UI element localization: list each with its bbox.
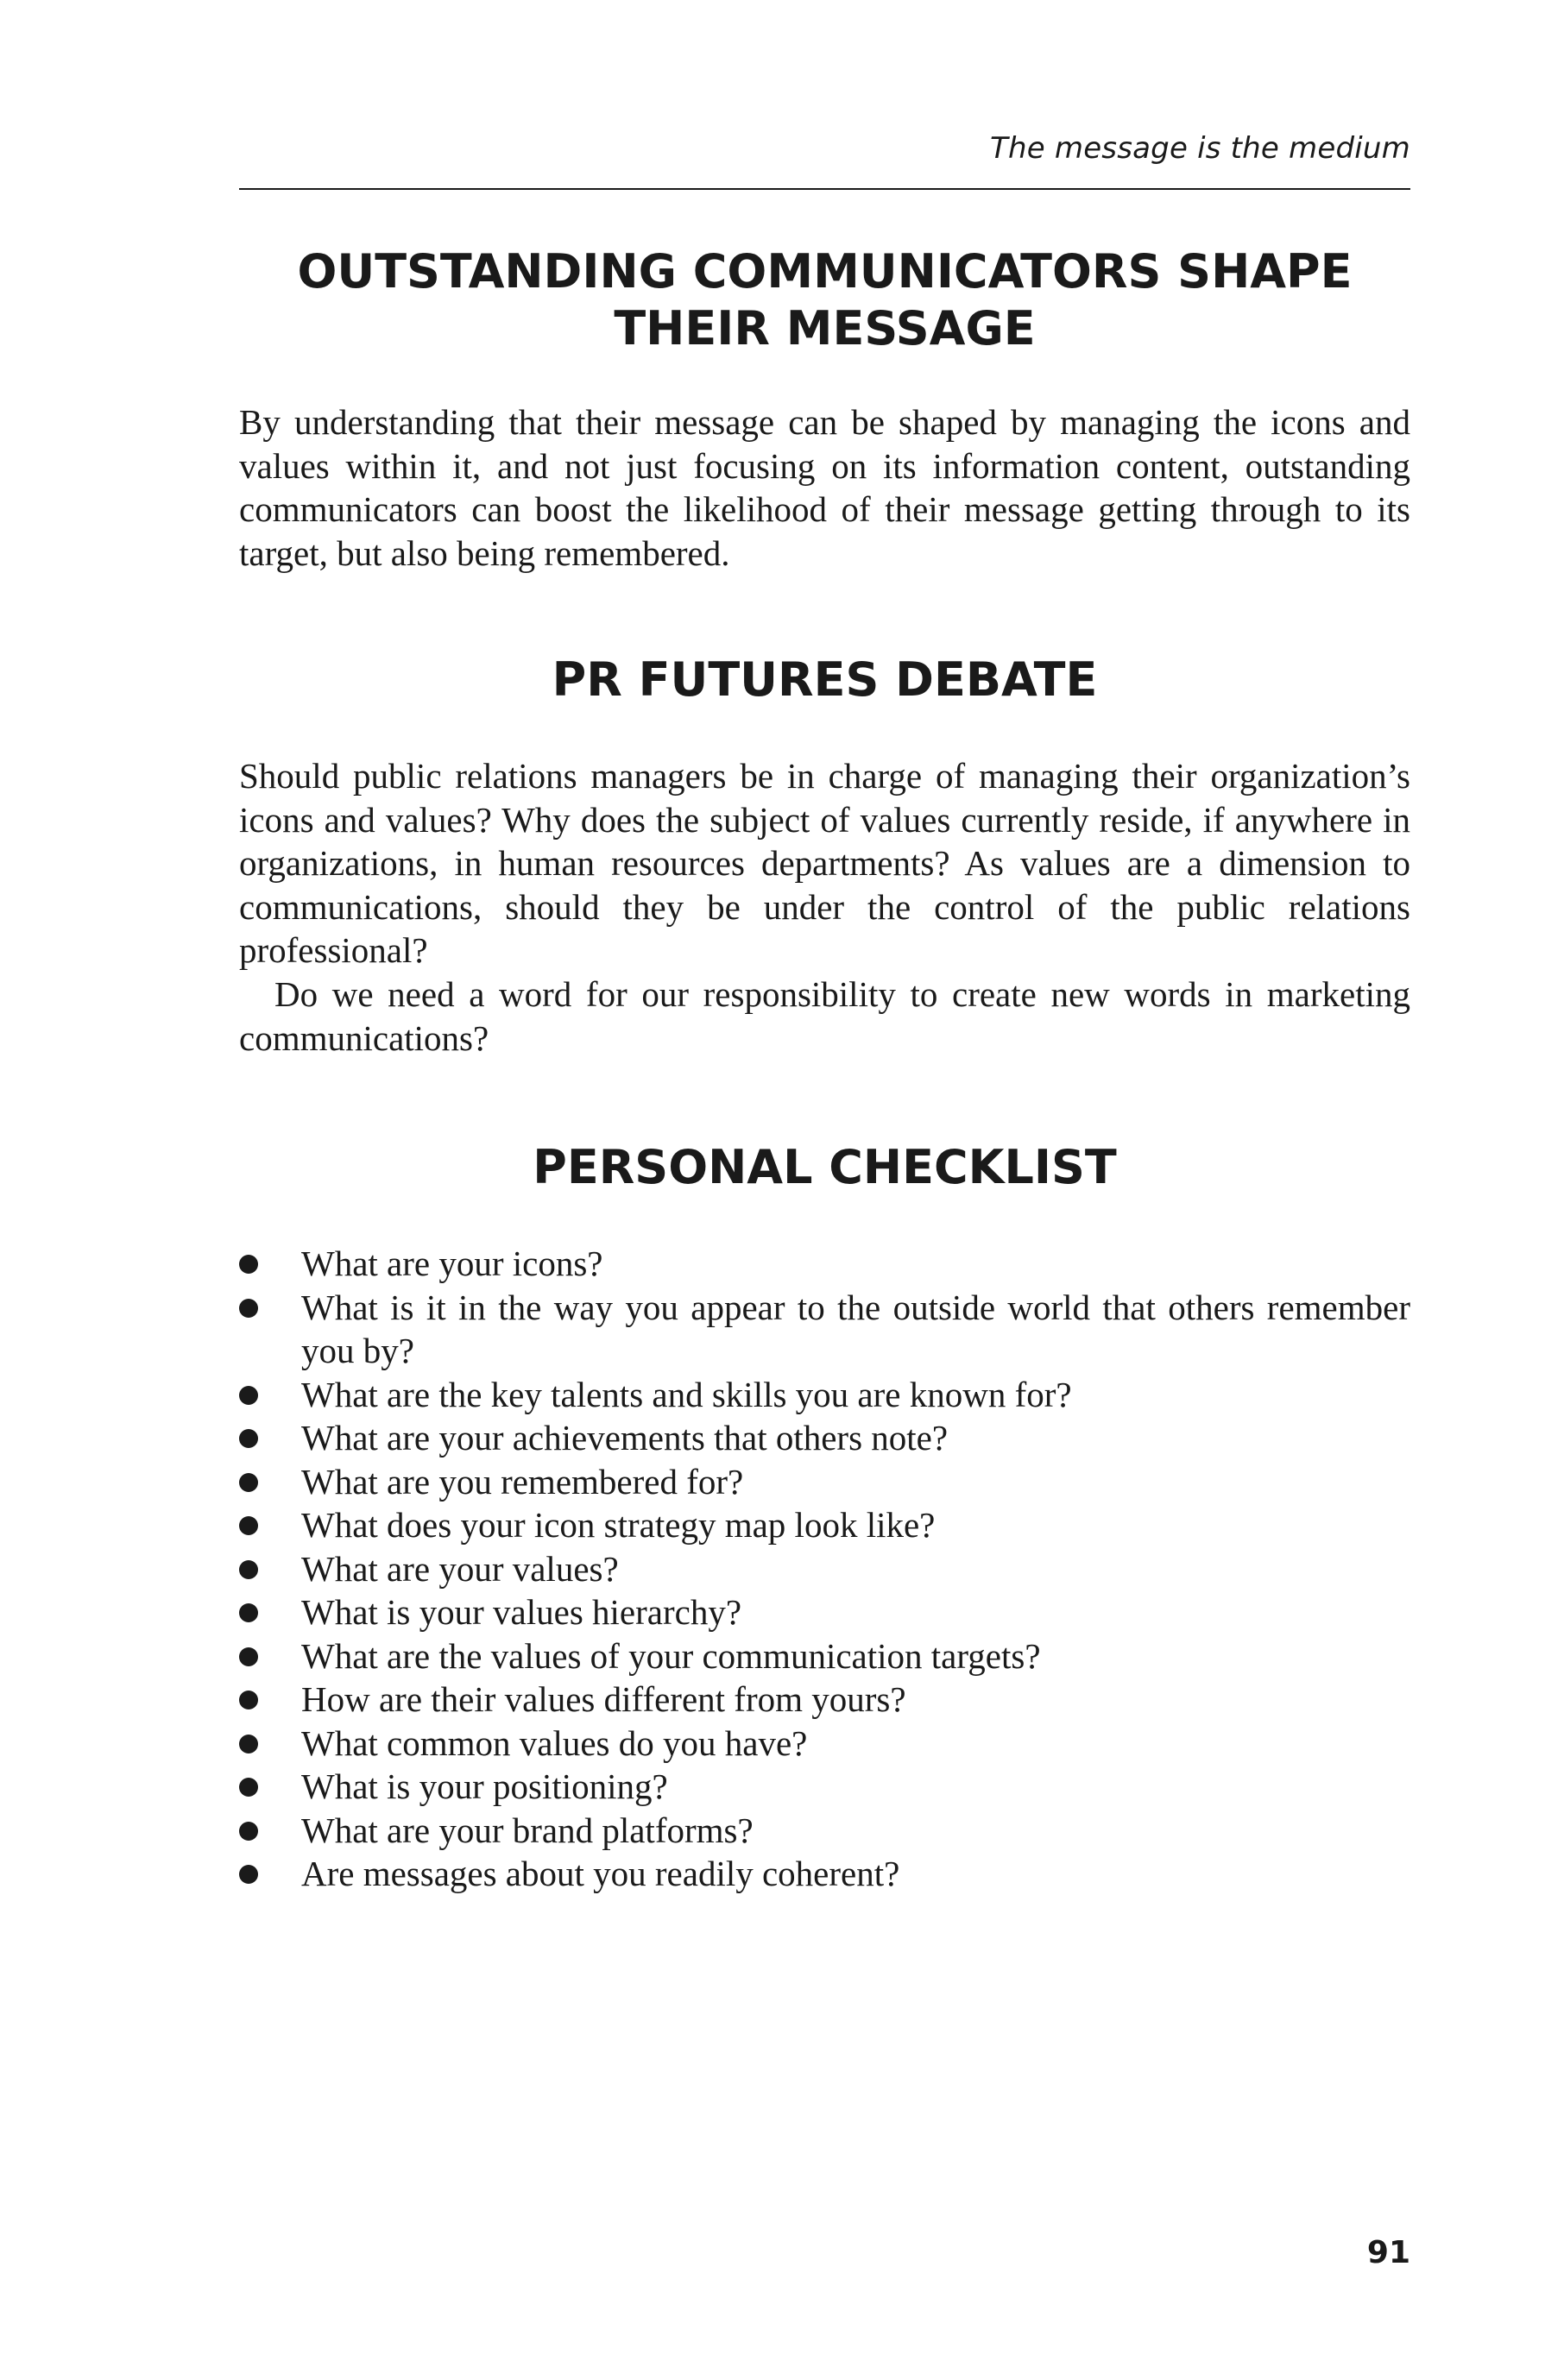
checklist-item bbox=[239, 1634, 1410, 1678]
checklist-item bbox=[239, 1590, 1410, 1634]
paragraph-outstanding: By understanding that their message can be shaped by managing the icons and values within it, and not just focusing on its information content, outstanding communicators can boost the likelihood of their message getting through to its target, but also being remembered. bbox=[239, 402, 1410, 573]
checklist-item-text: What are you remembered for? bbox=[301, 1461, 744, 1502]
personal-checklist bbox=[239, 1242, 1410, 1896]
checklist-item-text: What are your brand platforms? bbox=[301, 1810, 754, 1850]
bullet-icon bbox=[239, 1778, 258, 1797]
checklist-item bbox=[239, 1416, 1410, 1460]
bullet-icon bbox=[239, 1255, 258, 1274]
checklist-item-text: What is your values hierarchy? bbox=[301, 1592, 742, 1632]
bullet-icon bbox=[239, 1603, 258, 1622]
checklist-item-text: What are the values of your communication targets? bbox=[301, 1635, 1041, 1676]
running-header: The message is the medium bbox=[990, 131, 1410, 166]
checklist-item-text: What does your icon strategy map look like? bbox=[301, 1505, 936, 1545]
checklist-item-text: What common values do you have? bbox=[301, 1722, 808, 1763]
bullet-icon bbox=[239, 1647, 258, 1666]
bullet-icon bbox=[239, 1735, 258, 1754]
checklist-item-text: What are your icons? bbox=[301, 1244, 603, 1283]
bullet-icon bbox=[239, 1865, 258, 1884]
section-heading-checklist: PERSONAL CHECKLIST bbox=[533, 1140, 1117, 1194]
paragraph-debate-2: Do we need a word for our responsibility to create new words in marketing communications? bbox=[239, 974, 1410, 1058]
bullet-icon bbox=[239, 1516, 258, 1535]
checklist-item bbox=[239, 1503, 1410, 1547]
bullet-icon bbox=[239, 1691, 258, 1709]
checklist-item-text: Are messages about you readily coherent? bbox=[301, 1854, 900, 1893]
checklist-item bbox=[239, 1722, 1410, 1766]
page-number: 91 bbox=[1366, 2235, 1410, 2270]
bullet-icon bbox=[239, 1386, 258, 1405]
checklist-item bbox=[239, 1678, 1410, 1722]
checklist-item bbox=[239, 1547, 1410, 1591]
bullet-icon bbox=[239, 1560, 258, 1579]
checklist-item-text: How are their values different from yours? bbox=[301, 1679, 906, 1719]
checklist-item-text: What are the key talents and skills you are known for? bbox=[301, 1374, 1072, 1414]
checklist-item bbox=[239, 1242, 1410, 1286]
checklist-item bbox=[239, 1460, 1410, 1504]
checklist-item-text: What is your positioning? bbox=[301, 1766, 668, 1806]
section-heading-outstanding: OUTSTANDING COMMUNICATORS SHAPE THEIR MESSAGE bbox=[297, 244, 1353, 356]
checklist-item bbox=[239, 1852, 1410, 1896]
checklist-item bbox=[239, 1809, 1410, 1853]
bullet-icon bbox=[239, 1822, 258, 1841]
section-heading-debate: PR FUTURES DEBATE bbox=[552, 652, 1098, 707]
checklist-item bbox=[239, 1373, 1410, 1417]
bullet-icon bbox=[239, 1473, 258, 1492]
bullet-icon bbox=[239, 1299, 258, 1318]
header-rule bbox=[239, 188, 1410, 190]
bullet-icon bbox=[239, 1429, 258, 1448]
checklist-item bbox=[239, 1765, 1410, 1809]
checklist-item-text: What are your values? bbox=[301, 1548, 619, 1589]
checklist-item bbox=[239, 1286, 1410, 1373]
checklist-item-text: What are your achievements that others note? bbox=[301, 1418, 949, 1458]
paragraph-debate-1: Should public relations managers be in charge of managing their organization’s icons and values? Why does the subject of values currently reside, if anywhere in organizations, in human resources departments? As values are a dimension to communications, should they be under the control of the public relations professional? bbox=[239, 756, 1410, 970]
checklist-item-text: What is it in the way you appear to the outside world that others remember you by? bbox=[301, 1287, 1410, 1370]
